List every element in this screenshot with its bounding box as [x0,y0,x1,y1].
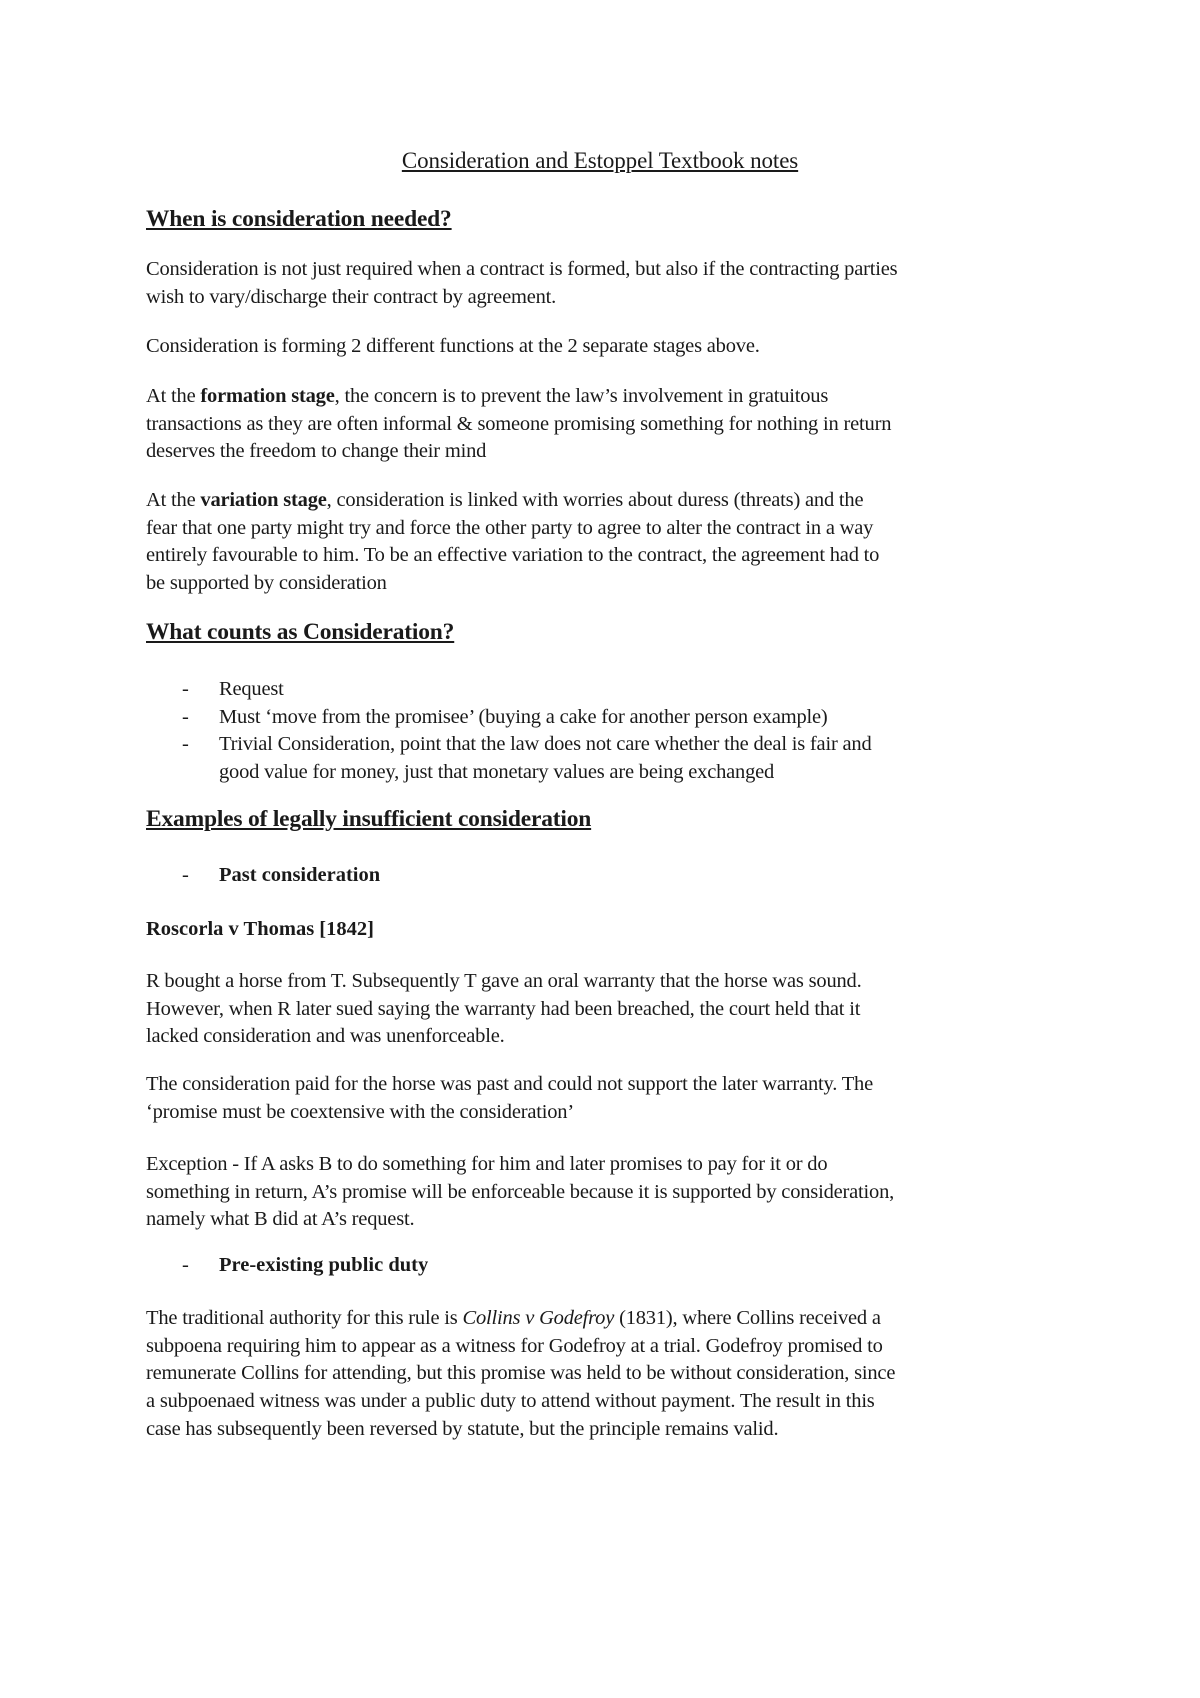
text-line: transactions as they are often informal & someone promising something for nothing in return [146,412,892,435]
text-line: fear that one party might try and force the other party to agree to alter the contract in a way [146,516,874,539]
heading-insufficient: Examples of legally insufficient consideration [146,806,592,832]
subheading-past-consideration [146,864,380,887]
paragraph-roscorla-facts [146,968,1066,1051]
text-line: Request [219,678,284,700]
list-what-counts [146,676,1066,787]
list-item [146,731,1066,786]
text-fragment: , consideration is linked with worries about duress (threats) and the [326,489,864,511]
text-line: subpoena requiring him to appear as a witness for Godefroy at a trial. Godefroy promised to [146,1334,883,1357]
subheading-label: Pre-existing public duty [219,1254,429,1276]
text-line: be supported by consideration [146,572,387,595]
text-line: R bought a horse from T. Subsequently T gave an oral warranty that the horse was sound. [146,970,862,992]
dash-bullet: - [182,678,189,700]
list-item [146,676,1066,704]
paragraph-two-functions [146,333,1066,361]
text-line: lacked consideration and was unenforceable. [146,1025,505,1048]
dash-bullet: - [182,1254,189,1276]
text-line: wish to vary/discharge their contract by agreement. [146,285,557,308]
paragraph-exception [146,1151,1066,1234]
text-line: The consideration paid for the horse was past and could not support the later warranty. The [146,1073,873,1095]
document-title: Consideration and Estoppel Textbook notes [401,148,799,173]
text-line: a subpoenaed witness was under a public duty to attend without payment. The result in this [146,1390,875,1413]
case-name-collins-v-godefroy: Collins v Godefroy [462,1307,615,1329]
text-line: case has subsequently been reversed by statute, but the principle remains valid. [146,1417,779,1440]
text-line: However, when R later sued saying the warranty had been breached, the court held that it [146,997,861,1020]
text-fragment: , the concern is to prevent the law’s involvement in gratuitous [334,385,829,407]
subheading-label: Past consideration [219,864,381,886]
text-line: something in return, A’s promise will be enforceable because it is supported by consideration, [146,1180,895,1203]
text-fragment: At the [146,489,201,511]
dash-bullet: - [182,705,189,728]
heading-what-counts: What counts as Consideration? [146,619,455,645]
heading-when-needed: When is consideration needed? [146,206,452,232]
bold-term-formation-stage: formation stage [200,385,335,407]
text-line: ‘promise must be coextensive with the consideration’ [146,1100,574,1123]
text-line: good value for money, just that monetary values are being exchanged [219,761,775,784]
text-fragment: (1831), where Collins received a [614,1307,881,1329]
text-line: remunerate Collins for attending, but this promise was held to be without consideration, since [146,1362,896,1385]
paragraph-variation-stage [146,487,1066,598]
paragraph-roscorla-holding [146,1071,1066,1126]
text-fragment: At the [146,385,201,407]
text-line: deserves the freedom to change their mind [146,440,487,463]
paragraph-collins-v-godefroy [146,1305,1066,1444]
bold-term-variation-stage: variation stage [200,489,327,511]
text-fragment: The traditional authority for this rule is [146,1307,463,1329]
paragraph-formation-stage [146,383,1066,466]
paragraph-consideration-required [146,256,1066,311]
subheading-public-duty [146,1254,428,1277]
text-line: Trivial Consideration, point that the law does not care whether the deal is fair and [219,733,872,756]
dash-bullet: - [182,733,189,756]
text-line [146,383,1066,411]
case-title-roscorla: Roscorla v Thomas [1842] [146,918,374,940]
text-line [146,487,1066,515]
text-line: Exception - If A asks B to do something for him and later promises to pay for it or do [146,1153,828,1175]
list-item [146,704,1066,732]
text-line: entirely favourable to him. To be an effective variation to the contract, the agreement had to [146,544,880,567]
text-line: Consideration is forming 2 different functions at the 2 separate stages above. [146,335,760,357]
text-line [146,1305,1066,1333]
text-line: namely what B did at A’s request. [146,1208,415,1231]
text-line: Consideration is not just required when a contract is formed, but also if the contracting parties [146,258,898,280]
text-line: Must ‘move from the promisee’ (buying a cake for another person example) [219,705,828,728]
dash-bullet: - [182,864,189,886]
